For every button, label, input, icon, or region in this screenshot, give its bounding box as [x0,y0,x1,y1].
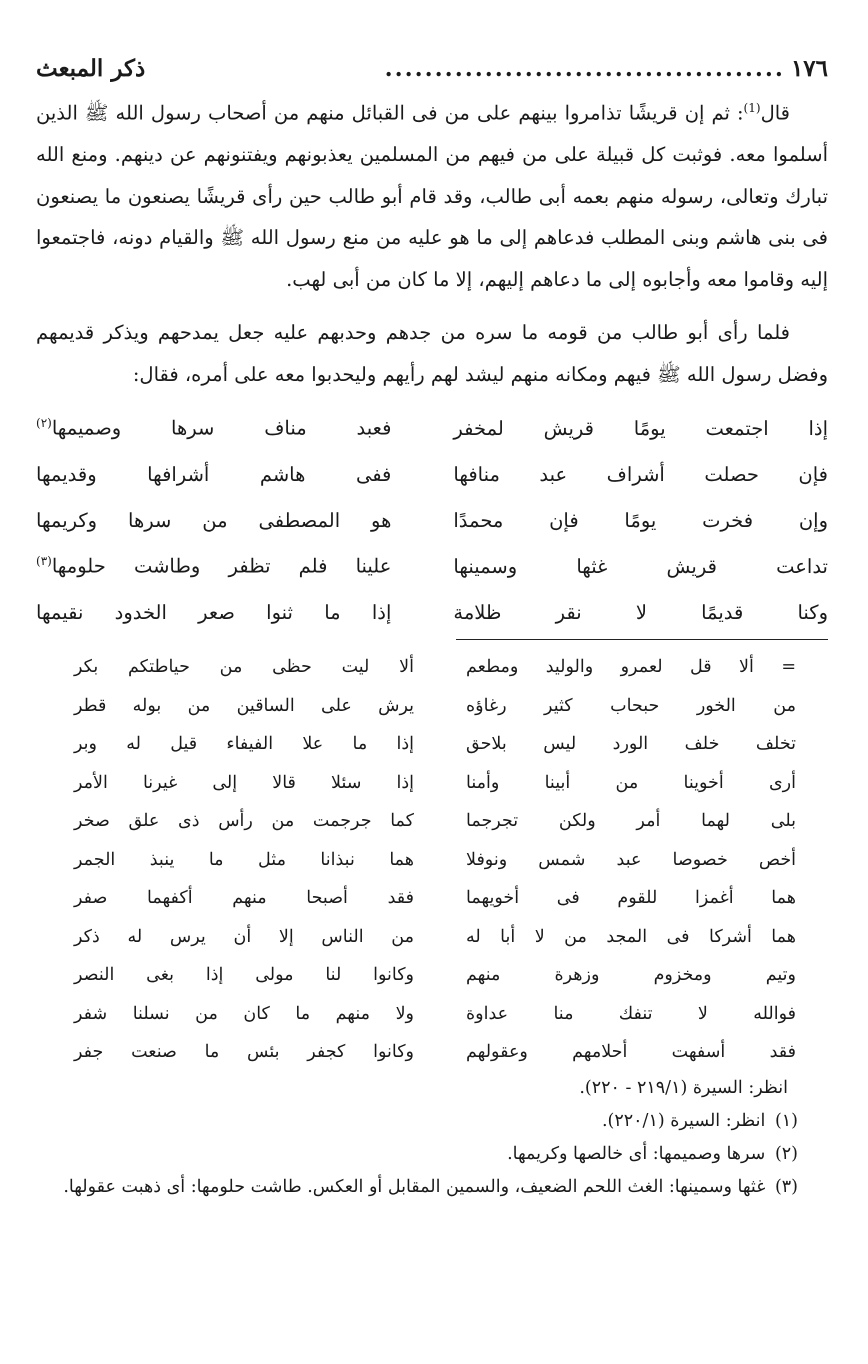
verse-first-hemistich: من الخور حبحاب كثير رغاؤه [466,695,796,716]
verse-text: فعبد مناف سرها وصميمها [51,416,392,440]
footnote-verse [36,879,828,918]
verse-first-hemistich: إذا اجتمعت يومًا قريش لمخفر [453,416,828,440]
footnote-ref-3: (٣) [36,554,52,569]
verse-second-hemistich: ولا منهم ما كان من نسلنا شفر [74,1003,414,1024]
paragraph-2-text: فلما رأى أبو طالب من قومه ما سره من جدهم وحدبهم عليه جعل يمدحهم ويذكر قديمهم وفضل رسول الله ﷺ فيهم ومكانه منهم ليشد لهم رأيهم وليحدبوا معه على أمره، فقال: [36,321,828,386]
page-header [36,52,828,88]
verse-first-hemistich: = ألا قل لعمرو والوليد ومطعم [466,657,796,678]
footnote-2 [36,1138,828,1171]
footnote-verse [36,1033,828,1072]
footnotes [36,1072,828,1204]
paragraph-2 [36,312,828,395]
verse-second-hemistich [36,416,391,440]
verse-second-hemistich: ألا ليت حظى من حياطتكم بكر [74,657,414,678]
verse-first-hemistich: أرى أخوينا من أبينا وأمنا [466,772,796,793]
poem [36,405,828,635]
verse-first-hemistich: هما أشركا فى المجد من لا أبا له [466,926,796,947]
poem-verse [36,497,828,543]
verse-second-hemistich: وكانوا كجفر بئس ما صنعت جفر [74,1042,414,1063]
verse-first-hemistich: فإن حصلت أشراف عبد منافها [453,462,828,486]
verse-second-hemistich: إذا سئلا قالا إلى غيرنا الأمر [74,772,414,793]
verse-first-hemistich: فقد أسفهت أحلامهم وعقولهم [466,1042,796,1063]
footnote-verse [36,995,828,1034]
verse-second-hemistich: إذا ما علا الفيفاء قيل له وبر [74,734,414,755]
footnote-1 [36,1105,828,1138]
verse-second-hemistich: هو المصطفى من سرها وكريمها [36,508,392,532]
footnote-verse [36,841,828,880]
footnote-verse [36,687,828,726]
header-leader-dots: ........................................ [384,55,785,82]
footnote-verse [36,648,828,687]
page-number: ١٧٦ [790,55,828,82]
verse-second-hemistich [36,554,391,578]
poem-verse [36,451,828,497]
verse-second-hemistich: يرش على الساقين من بوله قطر [74,695,414,716]
verse-second-hemistich: ففى هاشم أشرافها وقديمها [36,462,392,486]
footnote-verse [36,725,828,764]
footnote-text: سرها وصميمها: أى خالصها وكريمها. [507,1143,766,1164]
verse-first-hemistich: هما أغمزا للقوم فى أخويهما [466,888,796,909]
verse-first-hemistich: وكنا قديمًا لا نقر ظلامة [453,600,828,624]
verse-second-hemistich: فقد أصبحا منهم أكفهما صفر [74,888,414,909]
footnote-number: (٢) [774,1143,798,1164]
footnote-source [36,1072,828,1105]
verse-second-hemistich: وكانوا لنا مولى إذا بغى النصر [74,965,414,986]
verse-first-hemistich: فوالله لا تنفك منا عداوة [466,1003,796,1024]
footnote-number: (٣) [774,1176,798,1197]
verse-first-hemistich: بلى لهما أمر ولكن تجرجما [466,811,796,832]
poem-verse [36,589,828,635]
paragraph-1 [36,88,828,300]
footnote-poem [36,648,828,1072]
verse-second-hemistich: من الناس إلا أن يرس له ذكر [74,926,414,947]
footnote-verse [36,764,828,803]
footnote-ref-2: (٢) [36,416,52,431]
verse-second-hemistich: إذا ما ثنوا صعر الخدود نقيمها [36,600,392,624]
poem-verse [36,405,828,451]
paragraph-1-lead: قال [760,101,790,125]
verse-first-hemistich: أخص خصوصا عبد شمس ونوفلا [466,849,796,870]
verse-first-hemistich: وتيم ومخزوم وزهرة منهم [466,965,796,986]
poem-verse [36,543,828,589]
verse-second-hemistich: كما جرجمت من رأس ذى علق صخر [74,811,414,832]
verse-text: علينا فلم تظفر وطاشت حلومها [51,554,392,578]
footnote-verse [36,956,828,995]
verse-first-hemistich: وإن فخرت يومًا فإن محمدًا [453,508,828,532]
paragraph-1-text: : ثم إن قريشًا تذامروا بينهم على من فى القبائل منهم من أصحاب رسول الله ﷺ الذين أسلموا معه. فوثبت كل قبيلة على من فيهم من المسلمين يعذبونهم ويفتنونهم عن دينهم. ومنع الله تبارك وتعالى، رسوله منهم بعمه أبى طالب، وقد قام أبو طالب حين رأى قريشًا يصنعون ما يصنعون فى بنى هاشم وبنى المطلب فدعاهم إلى ما هو عليه من منع رسول الله ﷺ والقيام دونه، فاجتمعوا إليه وقاموا معه وأجابوه إلى ما دعاهم إليهم، إلا ما كان من أبى لهب. [36,101,828,291]
chapter-title: ذكر المبعث [36,55,146,82]
footnote-text: انظر: السيرة (٢٢٠/١). [601,1110,766,1131]
footnote-text: انظر: السيرة (٢١٩/١ - ٢٢٠). [579,1077,788,1098]
verse-first-hemistich: تخلف خلف الورد ليس بلاحق [466,734,796,755]
footnote-number: (١) [774,1110,798,1131]
footnote-divider [456,639,828,640]
verse-second-hemistich: هما نبذانا مثل ما ينبذ الجمر [74,849,414,870]
footnote-text: غثها وسمينها: الغث اللحم الضعيف، والسمين المقابل أو العكس. طاشت حلومها: أى ذهبت عقولها. [63,1176,766,1197]
footnote-ref-1: (1) [743,101,761,115]
footnote-verse [36,918,828,957]
main-text [36,88,828,395]
verse-first-hemistich: تداعت قريش غثها وسمينها [453,554,828,578]
footnote-verse [36,802,828,841]
footnote-3 [36,1171,828,1204]
